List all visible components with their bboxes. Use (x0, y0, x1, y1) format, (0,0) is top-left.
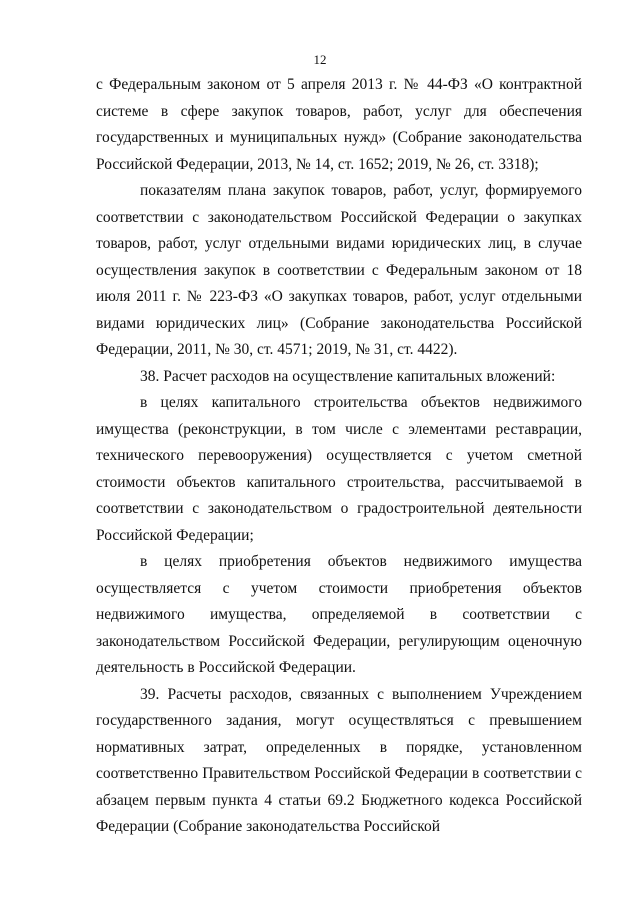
page-number: 12 (313, 52, 327, 67)
document-body (96, 72, 582, 841)
paragraph-continuation: с Федеральным законом от 5 апреля 2013 г. № 44-ФЗ «О контрактной системе в сфере закупок товаров, работ, услуг для обеспечения государственных и муниципальных нужд» (Собрание законодательства Российской Федерации, 2013, № 14, ст. 1652; 2019, № 26, ст. 3318); (96, 76, 582, 173)
paragraph-capital-construction: в целях капитального строительства объектов недвижимого имущества (реконструкции, в том числе с элементами реставрации, технического перевооружения) осуществляется с учетом сметной стоимости объектов капитального строительства, рассчитываемой в соответствии с законодательством о градостроительной деятельности Российской Федерации; (96, 394, 582, 544)
paragraph-section-39: 39. Расчеты расходов, связанных с выполнением Учреждением государственного задания, могут осуществляться с превышением нормативных затрат, определенных в порядке, установленном соответственно Правительством Российской Федерации в соответствии с абзацем первым пункта 4 статьи 69.2 Бюджетного кодекса Российской Федерации (Собрание законодательства Российской (96, 685, 582, 835)
paragraph-real-estate-acquisition: в целях приобретения объектов недвижимого имущества осуществляется с учетом стоимости приобретения объектов недвижимого имущества, определяемой в соответствии с законодательством Российской Федерации, регулирующим оценочную деятельность в Российской Федерации. (96, 553, 582, 676)
paragraph-procurement-plan: показателям плана закупок товаров, работ, услуг, формируемого соответствии с законодательством Российской Федерации о закупках товаров, работ, услуг отдельными видами юридических лиц, в случае осуществления закупок в соответствии с Федеральным законом от 18 июля 2011 г. № 223-ФЗ «О закупках товаров, работ, услуг отдельными видами юридических лиц» (Собрание законодательства Российской Федерации, 2011, № 30, ст. 4571; 2019, № 31, ст. 4422). (96, 182, 582, 358)
paragraph-section-38: 38. Расчет расходов на осуществление капитальных вложений: (140, 367, 556, 385)
